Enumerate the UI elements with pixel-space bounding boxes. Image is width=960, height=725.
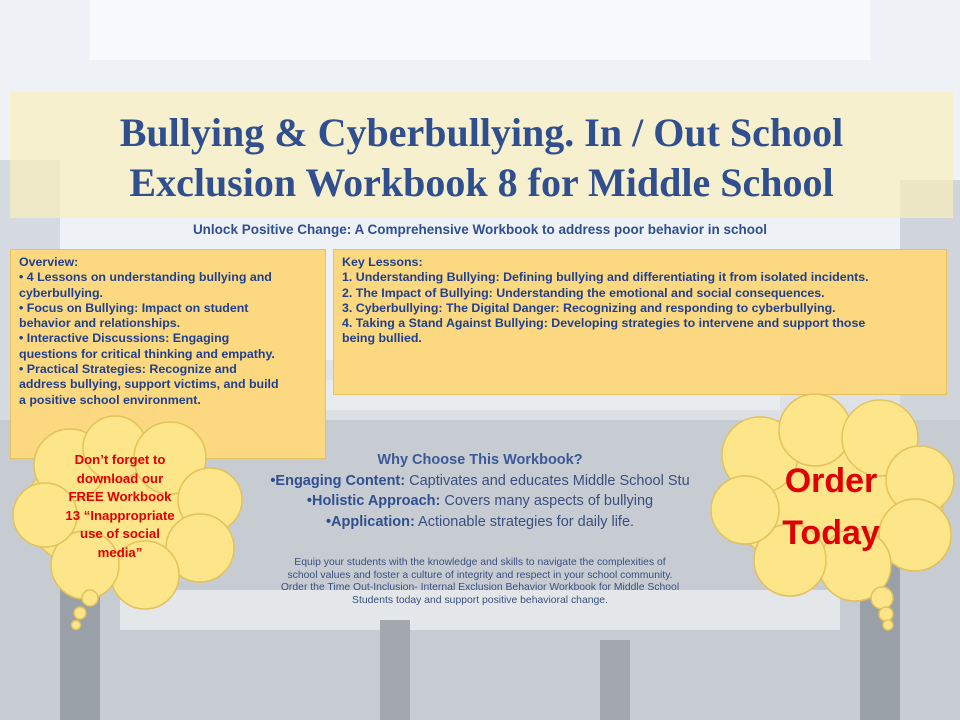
closing-line: Order the Time Out-Inclusion- Internal Exclusion Behavior Workbook for Middle School [280, 582, 680, 593]
free-line: use of social [80, 526, 160, 541]
lesson-line: 3. Cyberbullying: The Digital Danger: Recognizing and responding to cyberbullying. [342, 300, 836, 315]
order-line: Order [784, 462, 878, 500]
overview-line: Overview: [19, 255, 79, 269]
why-item-text: Captivates and educates Middle School Stu [405, 472, 690, 489]
cloud-bubble [883, 620, 893, 630]
free-workbook-text [40, 451, 200, 562]
why-item-text: Actionable strategies for daily life. [414, 513, 635, 530]
overview-line: questions for critical thinking and empathy. [19, 346, 275, 361]
cloud-bubble [74, 607, 86, 619]
free-line: media” [97, 544, 143, 560]
free-line: FREE Workbook [68, 489, 172, 504]
why-item-text: Covers many aspects of bullying [440, 493, 654, 509]
lesson-line: being bullied. [342, 331, 422, 346]
overview-line: • Focus on Bullying: Impact on student [19, 300, 249, 315]
overview-line: • 4 Lessons on understanding bullying and [19, 270, 272, 285]
cloud-bubble [871, 587, 893, 609]
free-line: Don’t forget to [74, 452, 166, 467]
lesson-line: 2. The Impact of Bullying: Understanding the emotional and social consequences. [342, 285, 825, 300]
lesson-line: 4. Taking a Stand Against Bullying: Developing strategies to intervene and support those [342, 316, 866, 331]
closing-line: Equip your students with the knowledge and skills to navigate the complexities of [294, 557, 666, 568]
cloud-bubble [879, 607, 893, 621]
overview-line: a positive school environment. [19, 392, 201, 407]
title-line-1: Bullying & Cyberbullying. In / Out School [119, 110, 844, 155]
overview-line: address bullying, support victims, and build [19, 377, 279, 392]
order-line: Today [782, 514, 880, 552]
cloud-bubble [72, 621, 81, 630]
free-line: 13 “Inappropriate [65, 507, 175, 523]
closing-line: Students today and support positive behavioral change. [352, 594, 608, 606]
title-line-2: Exclusion Workbook 8 for Middle School [129, 160, 834, 205]
why-item-label: •Engaging Content: [270, 472, 406, 489]
cloud-bubble [82, 590, 98, 606]
subtitle: Unlock Positive Change: A Comprehensive Workbook to address poor behavior in school [192, 222, 768, 237]
lesson-line: 1. Understanding Bullying: Defining bullying and differentiating it from isolated incidents. [342, 270, 869, 285]
order-today-text[interactable] [736, 455, 926, 559]
lesson-line: Key Lessons: [342, 255, 423, 269]
why-item-label: •Application: [325, 513, 415, 530]
why-item-label: •Holistic Approach: [306, 493, 441, 509]
closing-line: school values and foster a culture of integrity and respect in your school community. [287, 569, 673, 581]
overview-line: • Interactive Discussions: Engaging [19, 331, 230, 346]
overview-line: • Practical Strategies: Recognize and [19, 362, 237, 377]
overview-line: cyberbullying. [19, 285, 103, 300]
free-line: download our [76, 470, 164, 486]
why-heading: Why Choose This Workbook? [377, 452, 583, 468]
overview-line: behavior and relationships. [19, 316, 181, 331]
